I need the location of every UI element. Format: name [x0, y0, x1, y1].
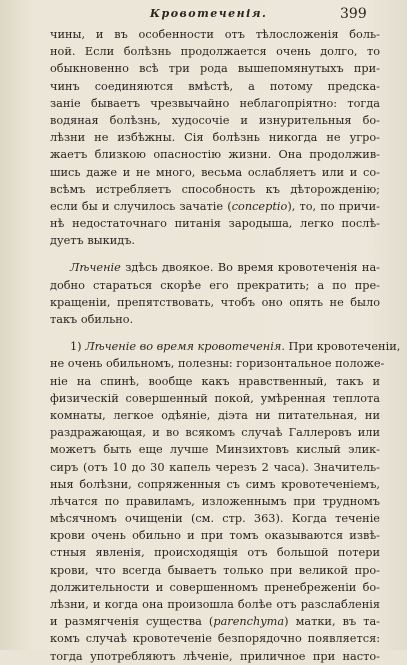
text-line: должительности и совершенномъ пренебреженіи бо-	[50, 580, 380, 594]
paragraph-1	[0, 26, 407, 249]
text-line: раздражающая, и во всякомъ случаѣ Галлеровъ или	[50, 426, 380, 440]
body-text	[0, 26, 407, 665]
text-line: дуетъ выкидъ.	[50, 234, 135, 248]
text-line: ніе на спинѣ, вообще какъ нравственный, такъ и	[50, 374, 380, 388]
text-line: тогда употребляютъ лѣченіе, приличное при насто-	[50, 649, 380, 663]
text-line: Лѣченіе здѣсь двоякое. Во время кровотеченія на-	[70, 261, 380, 275]
text-line: заніе бываетъ чрезвычайно неблагопріятно: тогда	[50, 96, 380, 110]
page-header	[0, 6, 407, 24]
text-line: мѣсячномъ очищеніи (см. стр. 363). Когда теченіе	[50, 512, 380, 526]
paragraph-2	[0, 259, 407, 328]
text-line: стныя явленія, происходящія отъ большой потери	[50, 546, 380, 560]
text-line: добно стараться скорѣе его прекратить; а по пре-	[50, 278, 380, 292]
text-line: и размягченія существа (parenchyma) матки, въ та-	[50, 615, 380, 629]
text-line: физическій совершенный покой, умѣренная теплота	[50, 391, 380, 405]
text-line: лѣчатся по правиламъ, изложеннымъ при трудномъ	[50, 494, 380, 508]
text-line: лѣзни не избѣжны. Сія болѣзнь никогда не угро-	[50, 131, 380, 145]
text-line: кращеніи, препятствовать, чтобъ оно опять не было	[50, 295, 380, 309]
text-line: нѣ недостаточнаго питанія зародыша, легко послѣ-	[50, 217, 380, 231]
text-line: обыкновенно всѣ три рода вышепомянутыхъ при-	[50, 62, 380, 76]
text-line: 1) Лѣченіе во время кровотеченія. При кровотеченіи,	[70, 340, 401, 354]
paragraph-3	[0, 338, 407, 665]
text-line: если бы и случилось зачатіе (conceptio), то, по причи-	[50, 199, 380, 213]
text-line: лѣзни, и когда она произошла болѣе отъ разслабленія	[50, 598, 380, 611]
text-line: комнаты, легкое одѣяніе, діэта ни питательная, ни	[50, 408, 380, 422]
text-line: крови очень обильно и при томъ оказываются извѣ-	[50, 529, 380, 543]
text-line: такъ обильно.	[50, 313, 134, 326]
text-line: крови, что всегда бываетъ только при великой про-	[50, 563, 380, 577]
text-line: водяная болѣзнь, худосочіе и изнурительныя бо-	[50, 113, 380, 127]
text-line: можетъ быть еще лучше Минзихтовъ кислый элик-	[50, 443, 380, 457]
text-line: комъ случаѣ кровотеченіе безпорядочно появляется:	[50, 632, 380, 646]
running-title: Кровотеченія.	[150, 7, 268, 20]
text-line: ной. Если болѣзнь продолжается очень долго, то	[50, 45, 380, 59]
text-line: всѣмъ истребляетъ способность къ дѣторожденію;	[50, 182, 380, 196]
text-line: шись даже и не много, весьма ослабляетъ или и со-	[50, 165, 380, 179]
text-line: чинъ соединяются вмѣстѣ, а потому предска-	[50, 79, 380, 93]
text-line: чины, и въ особенности отъ тѣлосложенія боль-	[50, 28, 380, 41]
text-line: ныя болѣзни, сопряженныя съ симъ кровотеченіемъ,	[50, 477, 380, 491]
page-number: 399	[340, 6, 367, 22]
text-line: не очень обильномъ, полезны: горизонтальное положе-	[50, 357, 385, 371]
text-line: жаетъ близкою опасностію жизни. Она продолжив-	[50, 148, 380, 162]
text-line: сиръ (отъ 10 до 30 капель черезъ 2 часа). Значитель-	[50, 460, 380, 474]
